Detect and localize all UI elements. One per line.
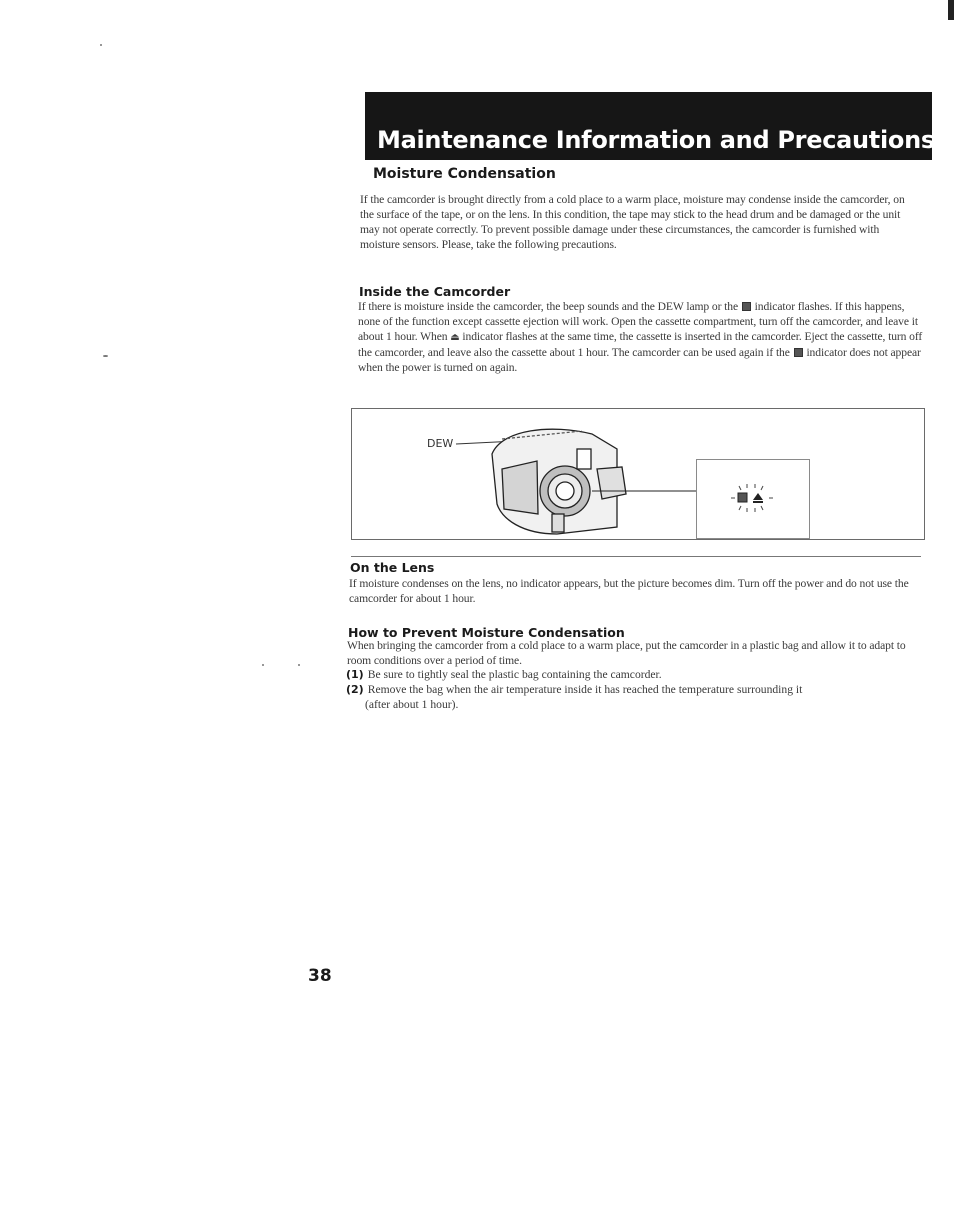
- camcorder-illustration: [352, 409, 924, 539]
- step-text: Remove the bag when the air temperature inside it has reached the temperature surrounding it: [367, 683, 803, 696]
- dew-indicator-icon: [742, 302, 751, 311]
- inside-camcorder-heading: Inside the Camcorder: [359, 284, 511, 299]
- flashing-indicators: [697, 460, 809, 538]
- step-text: Be sure to tightly seal the plastic bag containing the camcorder.: [367, 668, 662, 681]
- scan-edge-mark: [948, 0, 954, 20]
- step-continuation: (after about 1 hour).: [365, 698, 459, 711]
- page-title: Maintenance Information and Precautions: [377, 126, 935, 154]
- step-number: (2): [346, 683, 364, 696]
- prevent-condensation-heading: How to Prevent Moisture Condensation: [348, 625, 625, 640]
- section-header-bar: [365, 92, 935, 160]
- on-the-lens-heading: On the Lens: [350, 560, 435, 575]
- figure-divider: [351, 556, 921, 557]
- prevent-paragraph: When bringing the camcorder from a cold place to a warm place, put the camcorder in a plastic bag and allow it to adapt to room conditions over a period of time.: [347, 639, 906, 667]
- lcd-indicator-panel: [696, 459, 810, 539]
- scan-speck: [298, 664, 300, 666]
- inside-text-c: indicator flashes at the same time, the cassette is inserted in the camcorder. Eject the cassette, turn off the camcorder, and leave also the cassette about 1 hour. The camcorder can be used again if the: [358, 330, 923, 359]
- inside-text-a: If there is moisture inside the camcorder, the beep sounds and the DEW lamp or the: [358, 300, 739, 313]
- step-item: [346, 683, 802, 696]
- inside-text-d: indicator does not appear when the power is turned on again.: [358, 346, 921, 374]
- eject-icon: ⏏: [450, 332, 460, 343]
- step-item: [346, 668, 662, 681]
- step-number: (1): [346, 668, 364, 681]
- moisture-intro-paragraph: If the camcorder is brought directly from a cold place to a warm place, moisture may condense inside the camcorder, on the surface of the tape, or on the lens. In this condition, the tape may stick to the head drum and be damaged or the unit may not operate correctly. To prevent possible damage under these circumstances, the camcorder is furnished with moisture sensors. Please, take the following precautions.: [360, 193, 905, 251]
- page-number: 38: [308, 966, 332, 986]
- dew-label: DEW: [427, 437, 454, 450]
- dew-figure: [351, 408, 925, 540]
- scan-speck: [103, 355, 108, 357]
- moisture-condensation-heading: Moisture Condensation: [373, 166, 556, 182]
- inside-text-b: indicator flashes. If this happens, none of the function except cassette ejection will work. Open the cassette compartment, turn off the camcorder, and leave it about 1 hour. When: [358, 300, 918, 343]
- scan-speck: [262, 664, 264, 666]
- dew-indicator-icon: [794, 348, 803, 357]
- inside-camcorder-paragraph: [358, 299, 923, 375]
- scan-speck: [100, 44, 102, 46]
- on-the-lens-paragraph: If moisture condenses on the lens, no indicator appears, but the picture becomes dim. Turn off the power and do not use the camcorder for about 1 hour.: [349, 577, 909, 605]
